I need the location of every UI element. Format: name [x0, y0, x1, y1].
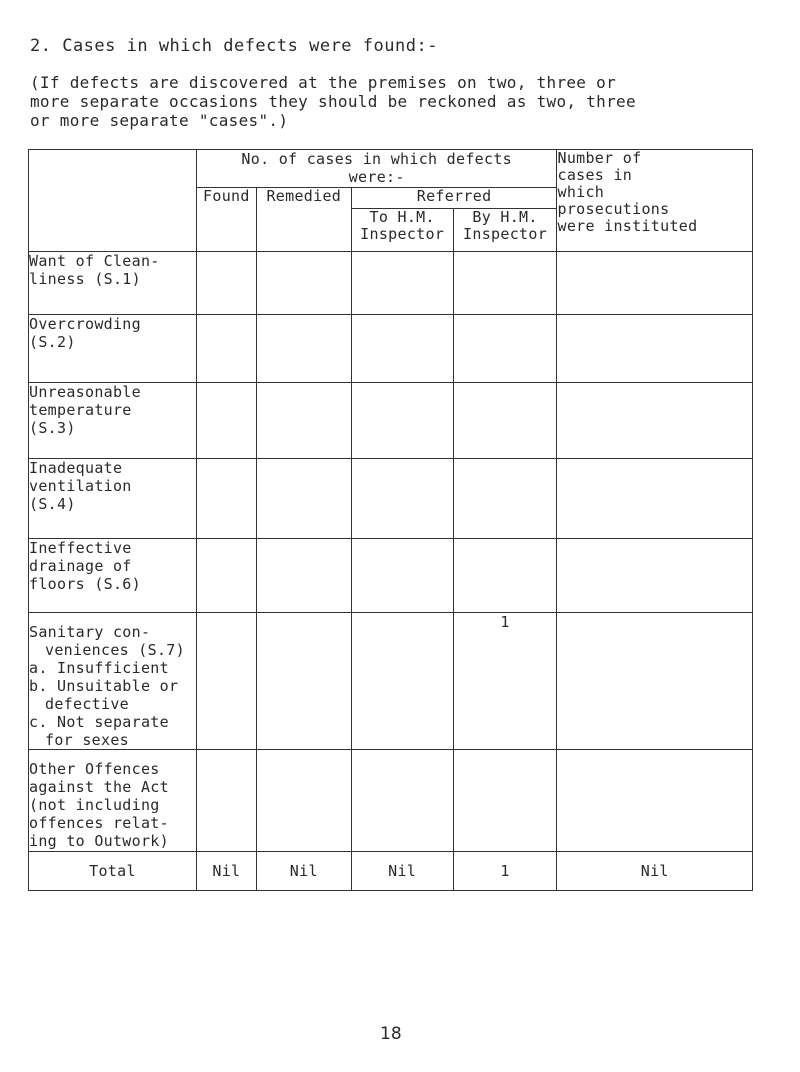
by-hm-cell: [453, 315, 557, 383]
by-hm-cell: [453, 252, 557, 315]
row-label: Unreasonable temperature (S.3): [29, 383, 197, 459]
prosecutions-cell: [557, 315, 753, 383]
remedied-cell: [256, 252, 351, 315]
remedied-cell: [256, 613, 351, 750]
total-label: Total: [29, 852, 197, 891]
table-row: [29, 315, 753, 383]
by-hm-cell: [453, 750, 557, 852]
referred-header: Referred: [351, 188, 557, 209]
by-hm-cell: 1: [453, 613, 557, 750]
total-remedied: Nil: [256, 852, 351, 891]
table-row: [29, 383, 753, 459]
to-hm-inspector-header: To H.M. Inspector: [351, 209, 453, 252]
prosecutions-cell: [557, 383, 753, 459]
found-header: Found: [196, 188, 256, 252]
note-line: or more separate "cases".): [30, 111, 289, 130]
row-label: Ineffective drainage of floors (S.6): [29, 539, 197, 613]
blank-corner-cell: [29, 150, 197, 252]
total-to-hm: Nil: [351, 852, 453, 891]
by-hm-cell: [453, 539, 557, 613]
table-row: [29, 539, 753, 613]
to-hm-cell: [351, 750, 453, 852]
total-row: [29, 852, 753, 891]
prosecutions-cell: [557, 252, 753, 315]
prosecutions-header: Number of cases in which prosecutions were instituted: [557, 150, 753, 252]
to-hm-cell: [351, 252, 453, 315]
reckoning-note: [30, 73, 770, 130]
page-number: 18: [380, 1024, 402, 1044]
defects-table: [28, 149, 753, 891]
to-hm-cell: [351, 613, 453, 750]
table-row: [29, 459, 753, 539]
to-hm-cell: [351, 539, 453, 613]
row-label: Sanitary con- veniences (S.7) a. Insufficient b. Unsuitable or defective c. Not separate for sexes: [29, 613, 197, 750]
prosecutions-cell: [557, 613, 753, 750]
remedied-cell: [256, 750, 351, 852]
remedied-cell: [256, 315, 351, 383]
found-cell: [196, 459, 256, 539]
to-hm-cell: [351, 459, 453, 539]
row-label: Want of Clean- liness (S.1): [29, 252, 197, 315]
note-line: more separate occasions they should be reckoned as two, three: [30, 92, 636, 111]
remedied-cell: [256, 539, 351, 613]
row-label: Other Offences against the Act (not including offences relat- ing to Outwork): [29, 750, 197, 852]
by-hm-cell: [453, 383, 557, 459]
found-cell: [196, 252, 256, 315]
section-heading: 2. Cases in which defects were found:-: [30, 36, 438, 56]
row-label: Inadequate ventilation (S.4): [29, 459, 197, 539]
by-hm-cell: [453, 459, 557, 539]
row-label: Overcrowding (S.2): [29, 315, 197, 383]
found-cell: [196, 750, 256, 852]
group-header: No. of cases in which defects were:-: [196, 150, 557, 188]
table-row: [29, 750, 753, 852]
prosecutions-cell: [557, 750, 753, 852]
found-cell: [196, 315, 256, 383]
found-cell: [196, 613, 256, 750]
found-cell: [196, 383, 256, 459]
prosecutions-cell: [557, 459, 753, 539]
total-by-hm: 1: [453, 852, 557, 891]
remedied-cell: [256, 383, 351, 459]
by-hm-inspector-header: By H.M. Inspector: [453, 209, 557, 252]
to-hm-cell: [351, 315, 453, 383]
remedied-cell: [256, 459, 351, 539]
total-prosecutions: Nil: [557, 852, 753, 891]
table-row: [29, 252, 753, 315]
found-cell: [196, 539, 256, 613]
total-found: Nil: [196, 852, 256, 891]
table-row: [29, 613, 753, 750]
note-line: (If defects are discovered at the premises on two, three or: [30, 73, 617, 92]
to-hm-cell: [351, 383, 453, 459]
prosecutions-cell: [557, 539, 753, 613]
remedied-header: Remedied: [256, 188, 351, 252]
